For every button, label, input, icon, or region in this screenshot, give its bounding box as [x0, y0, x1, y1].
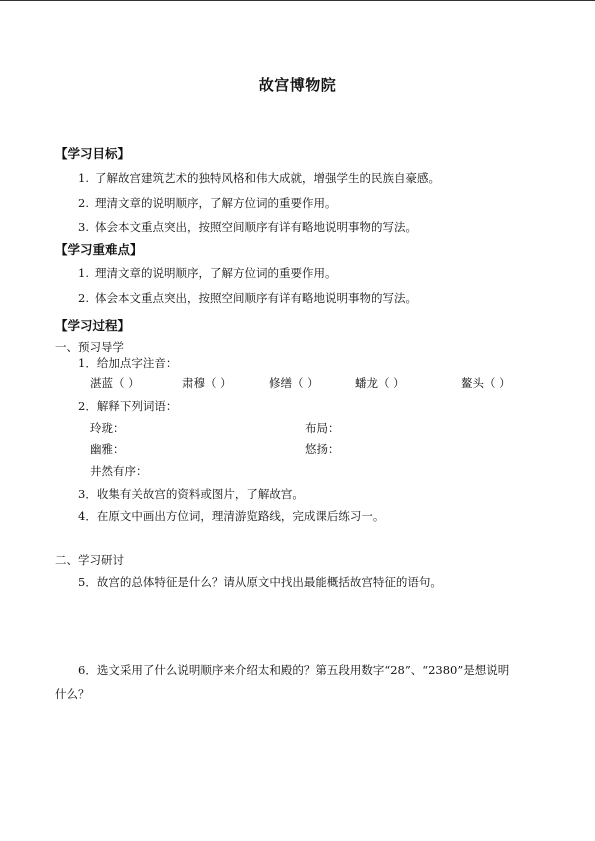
objective-text: 体会本文重点突出，按照空间顺序有详有略地说明事物的写法。: [94, 220, 417, 234]
pinyin-item-5: 鳌头（ ）: [461, 376, 511, 390]
objective-item-3: [78, 220, 417, 234]
word-youyang: 悠扬：: [305, 442, 340, 456]
question-3: 3．收集有关故宫的资料或图片，了解故宫。: [78, 487, 304, 501]
page-title: 故宫博物院: [258, 76, 337, 94]
objectives-heading: 【学习目标】: [55, 146, 131, 161]
objective-number: 2.: [78, 196, 89, 210]
objective-item-1: [78, 171, 440, 185]
pinyin-item-3: 修缮（ ）: [269, 376, 319, 390]
word-buju: 布局：: [305, 421, 340, 435]
objective-number: 1.: [78, 171, 89, 185]
question-5: 5．故宫的总体特征是什么？请从原文中找出最能概括故宫特征的语句。: [78, 575, 442, 589]
word-youya: 幽雅：: [90, 442, 125, 456]
objective-item-2: [78, 196, 336, 210]
process-heading: 【学习过程】: [55, 318, 131, 333]
question-6-line-2: 什么？: [55, 687, 90, 701]
pinyin-item-1: 湛蓝（ ）: [90, 376, 140, 390]
keypoint-text: 理清文章的说明顺序，了解方位词的重要作用。: [94, 266, 337, 280]
question-4: 4．在原文中画出方位词，理清游览路线，完成课后练习一。: [78, 509, 385, 523]
keypoints-heading: 【学习重难点】: [55, 242, 143, 257]
keypoint-number: 2.: [78, 291, 89, 305]
keypoint-item-2: [78, 291, 417, 305]
question-6-line-1: 6．选文采用了什么说明顺序来介绍太和殿的？第五段用数字“28”、“2380”是想说明: [78, 663, 510, 677]
word-jingranyouxu: 井然有序：: [90, 464, 148, 478]
question-1: 1．给加点字注音：: [78, 356, 178, 370]
pinyin-item-4: 蟠龙（ ）: [355, 376, 405, 390]
part1-title: 一、预习导学: [55, 340, 124, 354]
top-rule: [0, 0, 595, 1]
part2-title: 二、学习研讨: [55, 553, 124, 567]
pinyin-item-2: 肃穆（ ）: [182, 376, 232, 390]
question-2: 2．解释下列词语：: [78, 399, 178, 413]
word-linglong: 玲珑：: [90, 421, 125, 435]
keypoint-text: 体会本文重点突出，按照空间顺序有详有略地说明事物的写法。: [94, 291, 417, 305]
objective-text: 了解故宫建筑艺术的独特风格和伟大成就，增强学生的民族自豪感。: [94, 171, 440, 185]
keypoint-number: 1.: [78, 266, 89, 280]
keypoint-item-1: [78, 266, 336, 280]
objective-text: 理清文章的说明顺序，了解方位词的重要作用。: [94, 196, 337, 210]
objective-number: 3.: [78, 220, 89, 234]
